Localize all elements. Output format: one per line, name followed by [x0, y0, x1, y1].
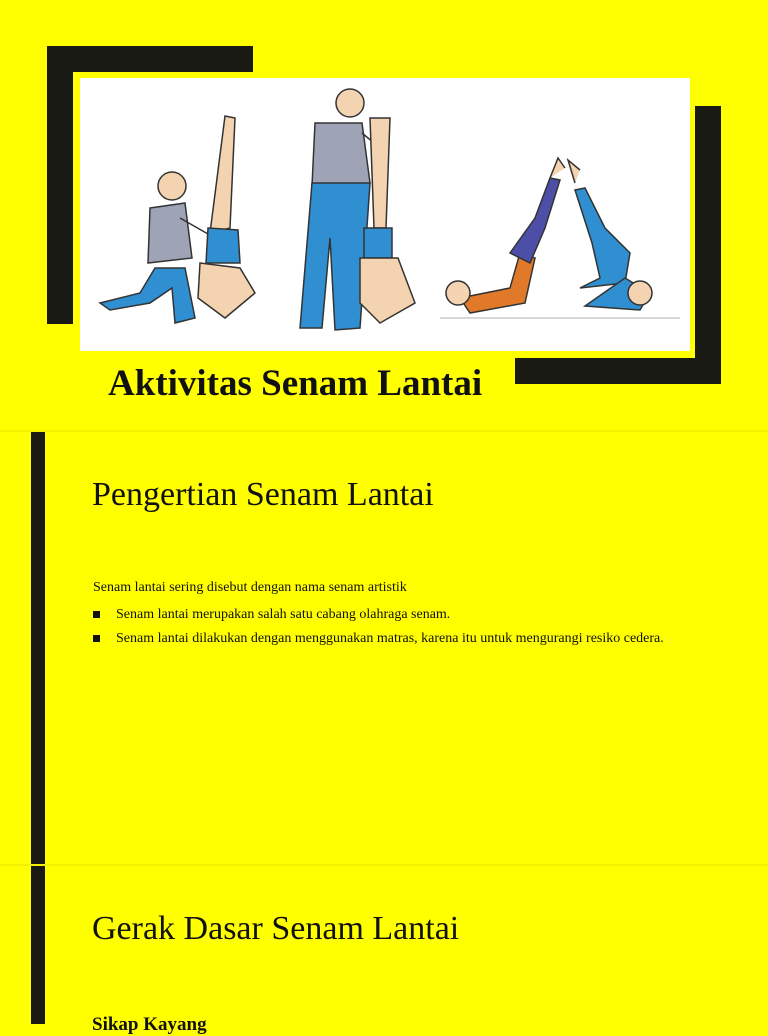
corner-bar-bottom-right-h	[515, 358, 721, 384]
figure-shoulder-stand	[198, 116, 255, 318]
gymnastics-illustration	[80, 78, 690, 351]
side-accent-bar	[31, 432, 45, 864]
bullet-square-icon	[93, 611, 100, 618]
bullet-square-icon	[93, 635, 100, 642]
figure-candle-stand	[360, 118, 415, 323]
corner-bar-top-left-h	[47, 46, 253, 72]
list-item: Senam lantai dilakukan dengan menggunakan matras, karena itu untuk mengurangi resiko cedera.	[93, 630, 693, 648]
section-heading: Pengertian Senam Lantai	[92, 476, 434, 513]
subheading: Sikap Kayang	[92, 1014, 207, 1035]
corner-bar-bottom-right-v	[695, 106, 721, 384]
side-accent-bar	[31, 866, 45, 1024]
bullet-list	[93, 606, 693, 648]
intro-text: Senam lantai sering disebut dengan nama senam artistik	[93, 580, 407, 595]
section-heading: Gerak Dasar Senam Lantai	[92, 910, 460, 947]
corner-bar-top-left-v	[47, 46, 73, 324]
figure-pair-lying	[446, 158, 652, 313]
basic-movement-slide	[0, 866, 768, 1035]
slide-title: Aktivitas Senam Lantai	[108, 363, 483, 404]
list-item: Senam lantai merupakan salah satu cabang olahraga senam.	[93, 606, 693, 624]
definition-slide	[0, 432, 768, 864]
title-slide	[0, 0, 768, 430]
body-content	[93, 579, 693, 654]
